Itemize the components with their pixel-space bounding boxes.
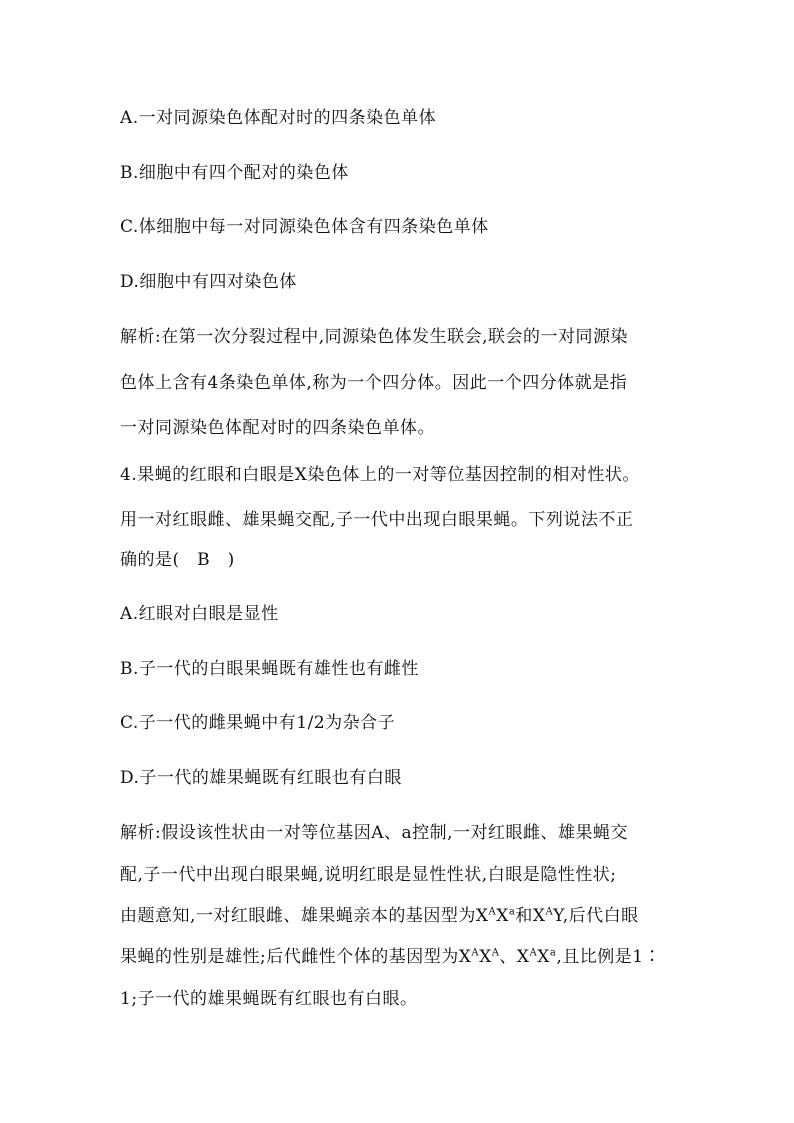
analysis-text: 果蝇的性别是雄性;后代雌性个体的基因型为X — [120, 947, 472, 967]
q4-stem-line-1: 4.果蝇的红眼和白眼是X染色体上的一对等位基因控制的相对性状。 — [120, 465, 640, 485]
q3-analysis-line-3: 一对同源染色体配对时的四条染色单体。 — [120, 418, 435, 438]
analysis-text: 和X — [515, 906, 546, 926]
q3-option-a: A.一对同源染色体配对时的四条染色单体 — [120, 108, 437, 128]
q4-option-c: C.子一代的雌果蝇中有1/2为杂合子 — [120, 713, 396, 733]
q4-analysis-line-5: 1;子一代的雄果蝇既有红眼也有白眼。 — [120, 989, 418, 1009]
genotype-superscript: A — [529, 947, 538, 959]
genotype-superscript: a — [549, 947, 557, 959]
q4-option-a: A.红眼对白眼是显性 — [120, 604, 279, 624]
genotype-superscript: A — [471, 947, 480, 959]
analysis-text: Y,后代白眼 — [553, 906, 639, 926]
genotype-superscript: A — [491, 947, 500, 959]
q4-stem-line-2: 用一对红眼雌、雄果蝇交配,子一代中出现白眼果蝇。下列说法不正 — [120, 510, 634, 530]
analysis-text: ,且比例是1∶ — [556, 947, 662, 967]
q4-stem-line-3: 确的是( B ) — [120, 550, 235, 570]
q3-option-c: C.体细胞中每一对同源染色体含有四条染色单体 — [120, 217, 489, 237]
genotype-superscript: a — [508, 906, 516, 918]
q3-analysis-line-1: 解析:在第一次分裂过程中,同源染色体发生联会,联会的一对同源染 — [120, 327, 629, 347]
q4-analysis-line-4 — [120, 945, 661, 969]
q3-analysis-line-2: 色体上含有4条染色单体,称为一个四分体。因此一个四分体就是指 — [120, 373, 628, 393]
q3-option-b: B.细胞中有四个配对的染色体 — [120, 163, 349, 183]
q4-option-d: D.子一代的雄果蝇既有红眼也有白眼 — [120, 768, 402, 788]
analysis-text: X — [479, 947, 492, 967]
genotype-superscript: A — [545, 906, 554, 918]
analysis-text: X — [537, 947, 550, 967]
q4-analysis-line-2: 配,子一代中出现白眼果蝇,说明红眼是显性性状,白眼是隐性性状; — [120, 865, 617, 885]
q4-analysis-line-1: 解析:假设该性状由一对等位基因A、a控制,一对红眼雌、雄果蝇交 — [120, 823, 629, 843]
analysis-text: 由题意知,一对红眼雌、雄果蝇亲本的基因型为X — [120, 906, 489, 926]
q4-analysis-line-3 — [120, 904, 639, 928]
genotype-superscript: A — [488, 906, 497, 918]
analysis-text: X — [496, 906, 509, 926]
q4-option-b: B.子一代的白眼果蝇既有雄性也有雌性 — [120, 659, 419, 679]
q3-option-d: D.细胞中有四对染色体 — [120, 272, 297, 292]
analysis-text: 、X — [499, 947, 530, 967]
